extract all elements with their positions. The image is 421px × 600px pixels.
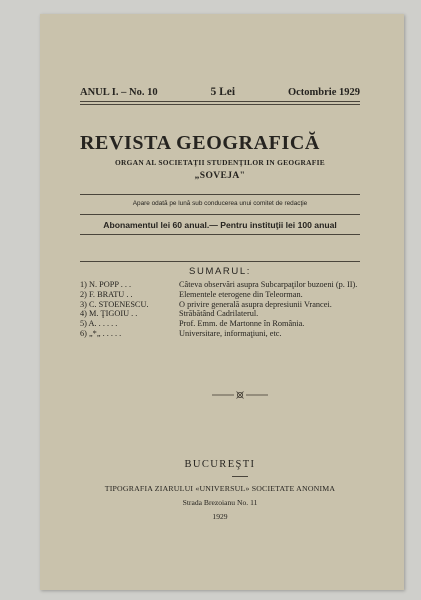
top-rule: [80, 101, 360, 102]
society-name: „SOVEJA": [194, 171, 246, 181]
toc-author: 6) „*„ . . . . .: [80, 328, 122, 338]
publication-year: 1929: [212, 512, 228, 521]
toc-title: Elementele eterogene din Teleorman.: [179, 289, 303, 299]
top-rule-second: [80, 104, 360, 105]
subscription-info: Abonamentul lei 60 anual.— Pentru instituţii lei 100 anual: [103, 220, 337, 230]
toc-item: [80, 329, 360, 339]
toc-author: 5) A. . . . . .: [80, 319, 118, 329]
issue-date: Octombrie 1929: [287, 87, 360, 98]
city-dash: [232, 476, 248, 477]
toc-title: Câteva observări asupra Subcarpaţilor buzoeni (p. II).: [179, 280, 358, 289]
toc-author: 2) F. BRATU . .: [80, 289, 133, 299]
summary-heading: SUMARUL:: [189, 266, 251, 277]
toc-author: 1) N. POPP . . .: [80, 280, 132, 289]
toc-title: Prof. Emm. de Martonne în România.: [179, 319, 305, 329]
summary-rule: [80, 261, 360, 262]
ornament-divider-icon: [212, 390, 268, 400]
issue-number: ANUL I. – No. 10: [80, 87, 158, 98]
issue-line: [80, 86, 360, 98]
note-rule: [80, 214, 360, 215]
publication-city: BUCUREŞTI: [184, 459, 256, 470]
toc-author: 4) M. ŢIGOIU . .: [80, 309, 138, 319]
printer-name: TIPOGRAFIA ZIARULUI «UNIVERSUL» SOCIETATE ANONIMA: [104, 484, 336, 493]
masthead-rule: [80, 194, 360, 195]
toc-title: Universitare, informaţiuni, etc.: [179, 328, 282, 338]
printer-address: Strada Brezoianu No. 11: [182, 498, 258, 507]
issue-price: 5 Lei: [210, 86, 236, 98]
journal-cover: [40, 14, 404, 590]
toc-item: [80, 309, 360, 319]
toc-title: Străbătând Cadrilaterul.: [179, 309, 259, 319]
editorial-note: Apare odată pe lună sub conducerea unui comitet de redacţie: [132, 200, 308, 207]
toc-author: 3) C. STOENESCU.: [80, 299, 149, 309]
table-of-contents: [80, 280, 360, 339]
toc-item: [80, 290, 360, 300]
toc-item: [80, 319, 360, 329]
toc-item: [80, 300, 360, 310]
toc-item: [80, 280, 360, 290]
journal-subtitle: ORGAN AL SOCIETAŢII STUDENŢILOR IN GEOGRAFIE: [115, 158, 325, 167]
toc-title: O privire generală asupra depresiunii Vrancei.: [179, 299, 332, 309]
journal-title: REVISTA GEOGRAFICĂ: [80, 132, 320, 154]
subscription-rule: [80, 234, 360, 235]
